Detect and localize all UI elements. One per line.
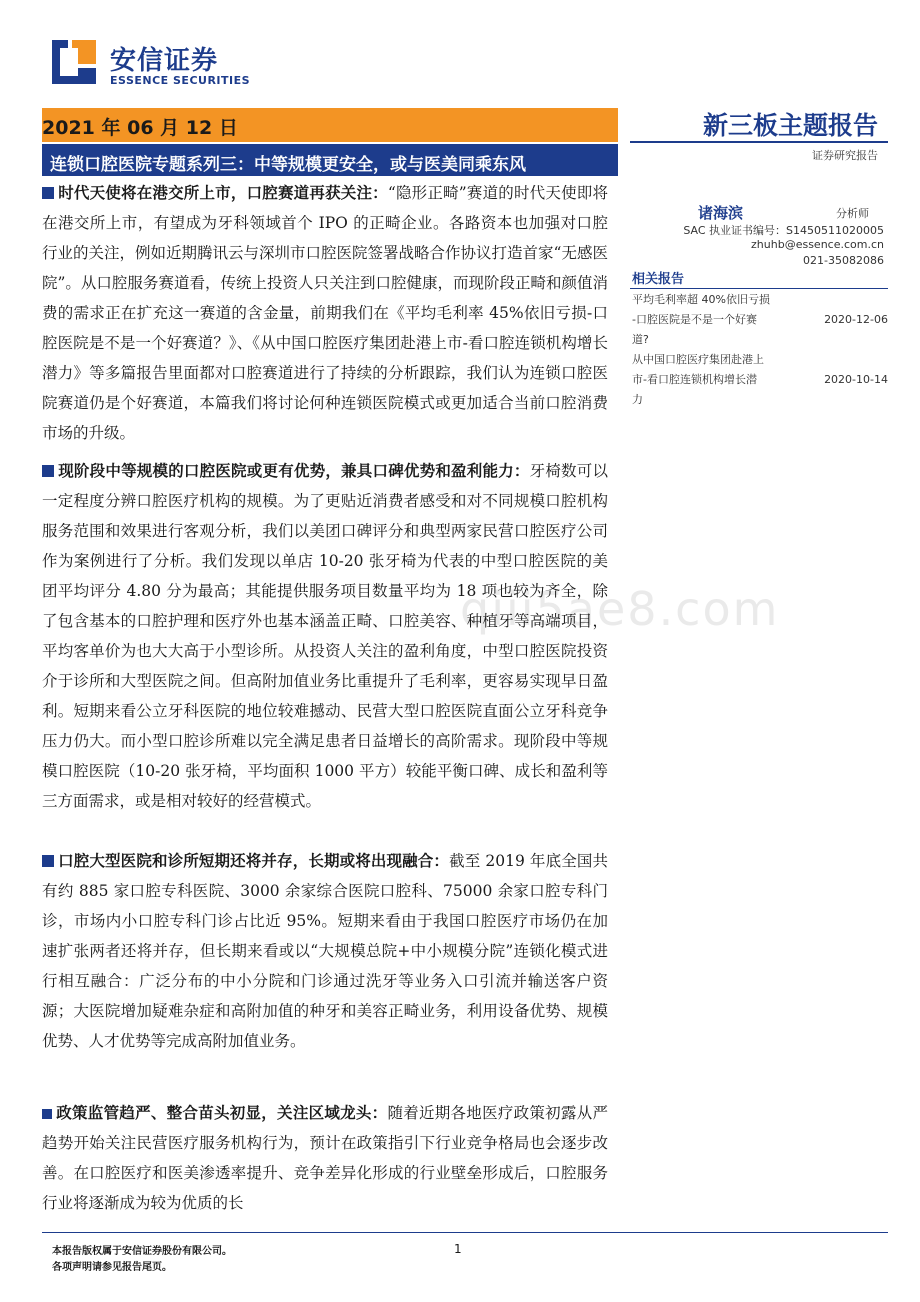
logo-text-en: ESSENCE SECURITIES — [110, 74, 251, 87]
footer-disclaimer: 各项声明请参见报告尾页。 — [52, 1262, 172, 1273]
paragraph-text: 牙椅数可以一定程度分辨口腔医疗机构的规模。为了更贴近消费者感受和对不同规模口腔机构服务范围和效果进行客观分析，我们以美团口碑评分和典型两家民营口腔医疗公司作为案例进行了分析。我们发现以单店 10-20 张牙椅为代表的中型口腔医院的美团平均评分 4.80 分为最高；其能提供服务项目数量平均为 18 项也较为齐全，除了包含基本的口腔护理和医疗外也基本涵盖正畸、口腔美容、种植牙等高端项目，平均客单价为也大大高于小型诊所。从投资人关注的盈利角度，中型口腔医院投资介于诊所和大型医院之间。但高附加值业务比重提升了毛利率，更容易实现早日盈利。短期来看公立牙科医院的地位较难撼动、民营大型口腔医院直面公立牙科竞争压力仍大。而小型口腔诊所难以完全满足患者日益增长的高阶需求。现阶段中等规模口腔医院（10-20 张牙椅，平均面积 1000 平方）较能平衡口碑、成长和盈利等三方面需求，或是相对较好的经营模式。 — [42, 462, 608, 810]
analyst-name: 诸海滨 — [698, 204, 744, 222]
body-paragraph — [42, 846, 608, 1056]
paragraph-heading: 口腔大型医院和诊所短期还将并存，长期或将出现融合： — [58, 852, 450, 870]
related-report-title-line: -口腔医院是不是一个好赛 — [632, 313, 757, 326]
footer-divider — [42, 1232, 888, 1233]
related-report-title-line: 道? — [632, 333, 649, 346]
company-logo — [52, 40, 252, 92]
paragraph-heading: 时代天使将在港交所上市，口腔赛道再获关注： — [58, 184, 388, 202]
body-paragraph — [42, 178, 608, 448]
report-title: 连锁口腔医院专题系列三：中等规模更安全，或与医美同乘东风 — [50, 155, 526, 175]
related-report-item[interactable] — [632, 350, 888, 410]
paragraph-text: “隐形正畸”赛道的时代天使即将在港交所上市，有望成为牙科领域首个 IPO 的正畸企业。各路资本也加强对口腔行业的关注，例如近期腾讯云与深圳市口腔医院签署战略合作协议打造首家“无感医院”。从口腔服务赛道看，传统上投资人只关注到口腔健康，而现阶段正畸和颜值消费的需求正在扩充这一赛道的含金量，前期我们在《平均毛利率 45%依旧亏损-口腔医院是不是一个好赛道？》、《从中国口腔医疗集团赴港上市-看口腔连锁机构增长潜力》等多篇报告里面都对口腔赛道进行了持续的分析跟踪，我们认为连锁口腔医院赛道仍是个好赛道，本篇我们将讨论何种连锁医院模式或更加适合当前口腔消费市场的升级。 — [42, 184, 608, 442]
analyst-role: 分析师 — [836, 207, 869, 220]
related-report-date: 2020-10-14 — [824, 373, 888, 386]
related-report-item[interactable] — [632, 290, 888, 350]
related-report-title-line: 市-看口腔连锁机构增长潜 — [632, 373, 757, 386]
report-subtype: 证券研究报告 — [812, 149, 878, 162]
related-reports-heading: 相关报告 — [632, 272, 685, 287]
essence-logo-icon — [52, 40, 96, 84]
paragraph-heading: 政策监管趋严、整合苗头初显，关注区域龙头： — [56, 1104, 388, 1122]
paragraph-text: 截至 2019 年底全国共有约 885 家口腔专科医院、3000 余家综合医院口腔科、75000 余家口腔专科门诊，市场内小口腔专科门诊占比近 95%。短期来看由于我国口腔医疗市场仍在加速扩张两者还将并存，但长期来看或以“大规模总院+中小规模分院”连锁化模式进行相互融合：广泛分布的中小分院和门诊通过洗牙等业务入口引流并输送客户资源；大医院增加疑难杂症和高附加值的种牙和美容正畸业务，利用设备优势、规模优势、人才优势等完成高附加值业务。 — [42, 852, 608, 1050]
related-report-date: 2020-12-06 — [824, 313, 888, 326]
report-type: 新三板主题报告 — [702, 111, 878, 140]
body-paragraph — [42, 456, 608, 816]
analyst-cert: SAC 执业证书编号：S1450511020005 — [683, 224, 884, 237]
paragraph-text: 随着近期各地医疗政策初露从严趋势开始关注民营医疗服务机构行为，预计在政策指引下行业竞争格局也会逐步改善。在口腔医疗和医美渗透率提升、竞争差异化形成的行业壁垒形成后，口腔服务行业将逐渐成为较为优质的长 — [42, 1104, 608, 1212]
related-report-title-line: 力 — [632, 393, 643, 406]
related-report-title-line: 从中国口腔医疗集团赴港上 — [632, 353, 764, 366]
footer-copyright: 本报告版权属于安信证券股份有限公司。 — [52, 1246, 232, 1257]
date-band — [42, 108, 618, 142]
title-band — [42, 144, 618, 176]
related-report-row — [632, 310, 888, 330]
related-reports-divider — [630, 288, 888, 289]
related-report-row — [632, 370, 888, 390]
report-type-divider — [630, 141, 888, 143]
report-date: 2021 年 06 月 12 日 — [42, 117, 238, 139]
paragraph-heading: 现阶段中等规模的口腔医院或更有优势，兼具口碑优势和盈利能力： — [58, 462, 530, 480]
page-number: 1 — [454, 1242, 462, 1256]
square-bullet-icon — [42, 465, 54, 477]
body-paragraph — [42, 1098, 608, 1218]
logo-text-cn: 安信证券 — [110, 46, 219, 76]
analyst-phone: 021-35082086 — [803, 254, 884, 267]
square-bullet-icon — [42, 187, 54, 199]
related-report-title-line: 平均毛利率超 40%依旧亏损 — [632, 293, 770, 306]
analyst-email[interactable]: zhuhb@essence.com.cn — [751, 238, 884, 251]
watermark: qiii5ae8.com — [460, 582, 780, 636]
square-bullet-icon — [42, 1109, 52, 1119]
square-bullet-icon — [42, 855, 54, 867]
